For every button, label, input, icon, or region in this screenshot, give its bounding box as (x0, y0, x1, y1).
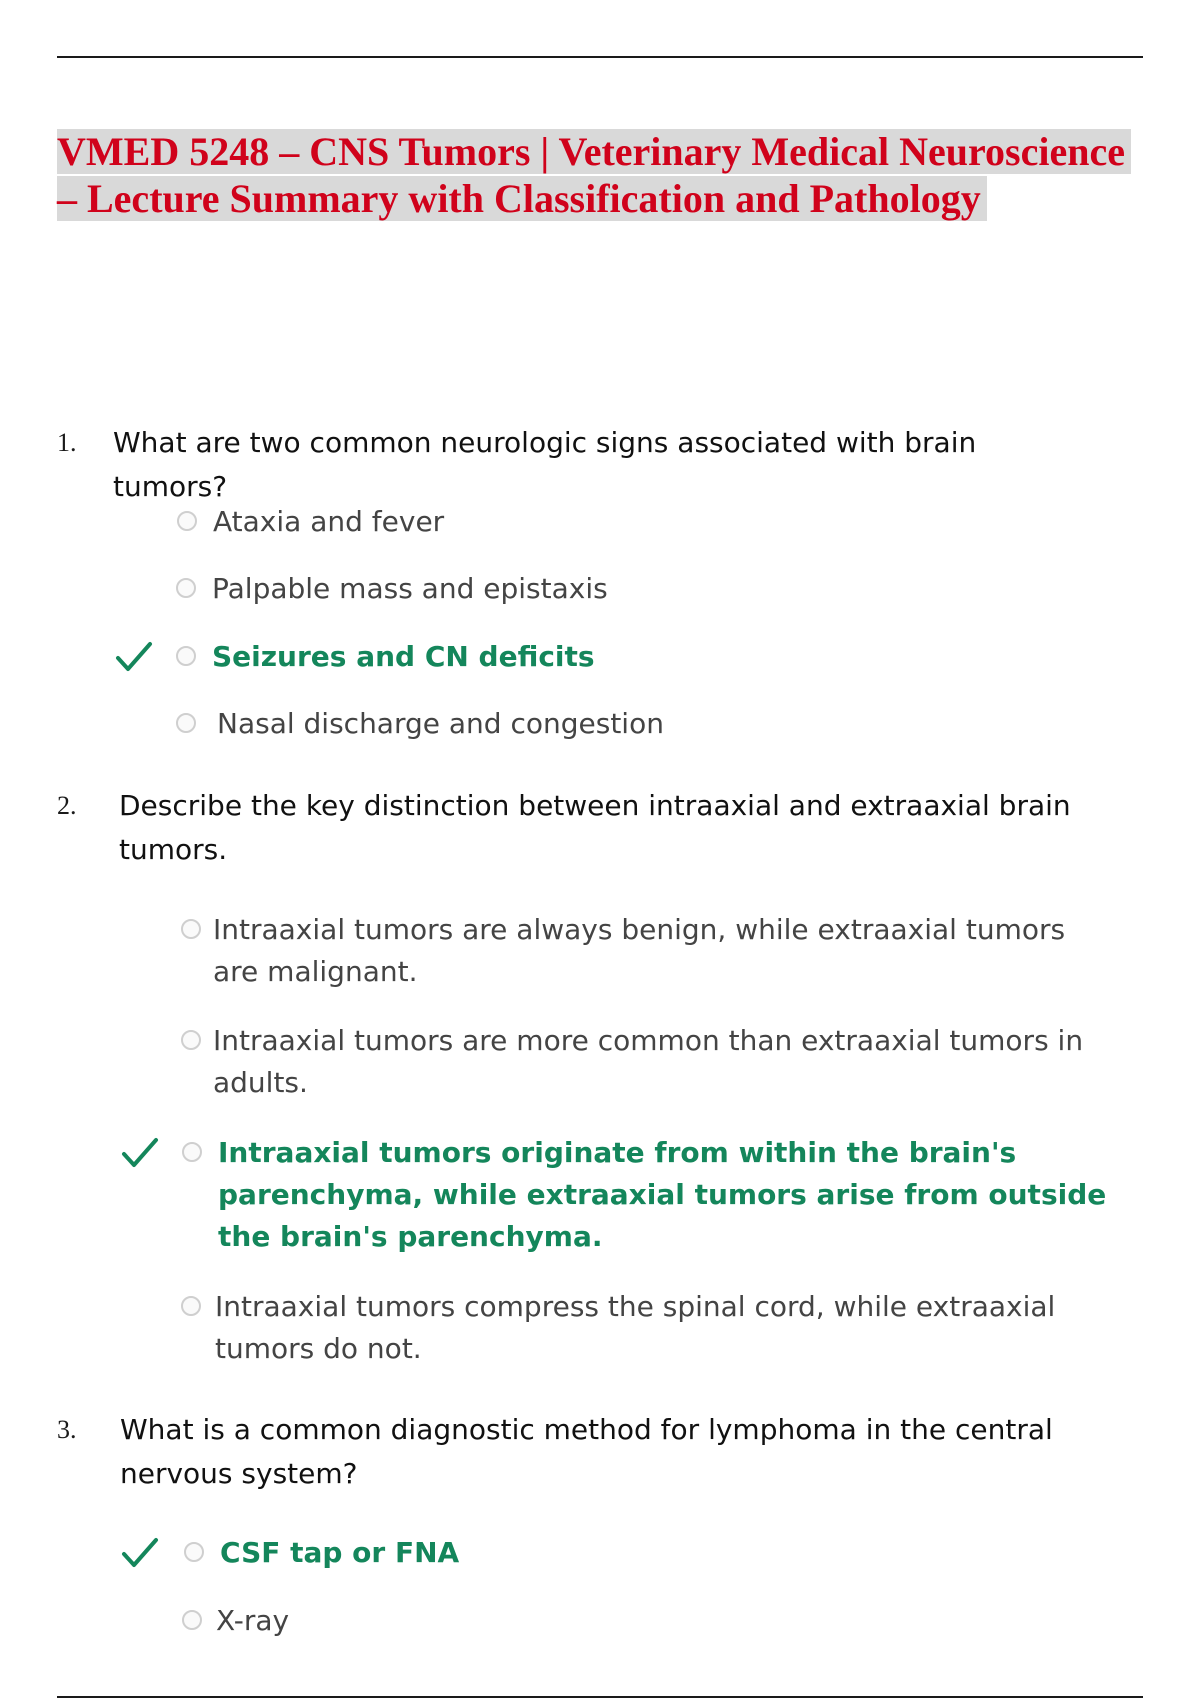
top-divider (57, 56, 1143, 58)
radio-button[interactable] (176, 578, 196, 598)
radio-button[interactable] (181, 1030, 201, 1050)
radio-button[interactable] (182, 1142, 202, 1162)
answer-option[interactable] (213, 1020, 1113, 1104)
option-label: Ataxia and fever (213, 505, 445, 538)
option-label: Intraaxial tumors are more common than extraaxial tumors in adults. (213, 1024, 1084, 1099)
option-label: CSF tap or FNA (220, 1536, 460, 1569)
checkmark-icon (114, 640, 154, 674)
radio-button[interactable] (181, 919, 201, 939)
option-label: Intraaxial tumors compress the spinal cord, while extraaxial tumors do not. (215, 1290, 1056, 1365)
radio-button[interactable] (176, 713, 196, 733)
question-number: 1. (57, 428, 77, 457)
question-1 (57, 421, 1147, 509)
radio-button[interactable] (176, 646, 196, 666)
answer-option-correct[interactable] (212, 636, 1132, 678)
option-label: Seizures and CN deficits (212, 640, 595, 673)
title-line-2: – Lecture Summary with Classification and Pathology (57, 176, 987, 221)
radio-button[interactable] (184, 1542, 204, 1562)
radio-button[interactable] (182, 1610, 202, 1630)
answer-option[interactable] (212, 568, 1132, 610)
option-label: Intraaxial tumors originate from within the brain's parenchyma, while extraaxial tumors arise from outside the brain's parenchyma. (218, 1136, 1107, 1253)
question-text: What are two common neurologic signs associated with brain tumors? (113, 426, 977, 503)
answer-option[interactable] (213, 501, 1133, 543)
radio-button[interactable] (177, 511, 197, 531)
option-label: Intraaxial tumors are always benign, while extraaxial tumors are malignant. (213, 913, 1066, 988)
option-label: Nasal discharge and congestion (217, 707, 664, 740)
question-text: What is a common diagnostic method for lymphoma in the central nervous system? (120, 1413, 1053, 1490)
question-3 (57, 1408, 1147, 1496)
option-label: X-ray (216, 1604, 290, 1637)
bottom-divider (57, 1696, 1143, 1698)
answer-option[interactable] (215, 1286, 1150, 1370)
answer-option[interactable] (213, 909, 1113, 993)
answer-option-correct[interactable] (220, 1532, 1140, 1574)
option-label: Palpable mass and epistaxis (212, 572, 608, 605)
question-text: Describe the key distinction between intraaxial and extraaxial brain tumors. (119, 789, 1071, 866)
radio-button[interactable] (181, 1296, 201, 1316)
answer-option-correct[interactable] (218, 1132, 1118, 1258)
checkmark-icon (120, 1536, 160, 1570)
answer-option[interactable] (217, 703, 1137, 745)
question-number: 2. (57, 791, 77, 820)
answer-option[interactable] (216, 1600, 1136, 1642)
checkmark-icon (120, 1136, 160, 1170)
page-title (57, 128, 1157, 222)
title-line-1: VMED 5248 – CNS Tumors | Veterinary Medical Neuroscience (57, 129, 1131, 174)
question-2 (57, 784, 1147, 872)
question-number: 3. (57, 1415, 77, 1444)
